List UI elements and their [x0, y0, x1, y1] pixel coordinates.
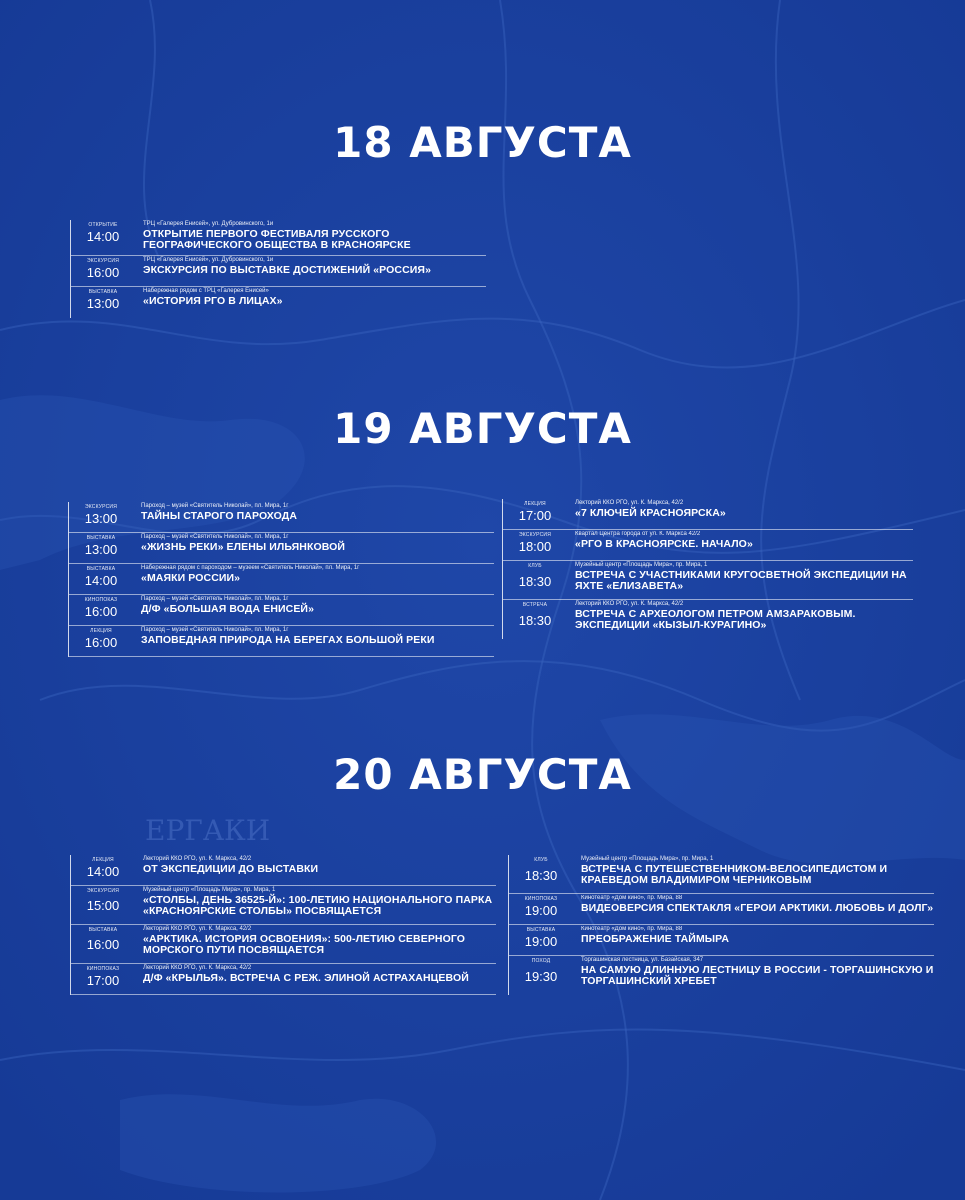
- event-type: ЛЕКЦИЯ: [92, 857, 114, 863]
- event-place: Набережная рядом с пароходом – музеем «Святитель Николай», пл. Мира, 1г: [141, 565, 360, 571]
- event-type: ВЫСТАВКА: [526, 927, 556, 933]
- event-title: Д/Ф «БОЛЬШАЯ ВОДА ЕНИСЕЙ»: [141, 603, 315, 615]
- event-item[interactable]: [71, 925, 496, 964]
- event-type: ПОХОД: [531, 958, 551, 964]
- event-item[interactable]: [509, 925, 934, 956]
- event-title: ВСТРЕЧА С ПУТЕШЕСТВЕННИКОМ-ВЕЛОСИПЕДИСТОМ И КРАЕВЕДОМ ВЛАДИМИРОМ ЧЕРНИКОВЫМ: [581, 863, 888, 886]
- event-title: ПРЕОБРАЖЕНИЕ ТАЙМЫРА: [581, 933, 730, 945]
- event-place: Пароход – музей «Святитель Николай», пл. Мира, 1г: [141, 534, 289, 540]
- event-type: ВЫСТАВКА: [86, 535, 116, 541]
- event-title: ВСТРЕЧА С АРХЕОЛОГОМ ПЕТРОМ АМЗАРАКОВЫМ. ЭКСПЕДИЦИИ «КЫЗЫЛ-КУРАГИНО»: [575, 608, 856, 631]
- event-title: «МАЯКИ РОССИИ»: [141, 572, 241, 584]
- event-title: ВИДЕОВЕРСИЯ СПЕКТАКЛЯ «ГЕРОИ АРКТИКИ. ЛЮБОВЬ И ДОЛГ»: [581, 902, 934, 914]
- event-time: 19:30: [524, 969, 558, 984]
- event-item[interactable]: [503, 561, 913, 600]
- event-time: 13:00: [84, 542, 118, 557]
- event-type: ЭКСКУРСИЯ: [84, 504, 118, 510]
- event-place: Набережная рядом с ТРЦ «Галерея Енисей»: [143, 288, 269, 294]
- event-place: Квартал Центра города от ул. К. Маркса 42/2: [575, 531, 701, 537]
- event-item[interactable]: [69, 502, 494, 533]
- event-item[interactable]: [69, 564, 494, 595]
- event-item[interactable]: [509, 855, 934, 894]
- event-place: Торгашинская лестница, ул. Базайская, 347: [581, 957, 704, 963]
- event-title: ОТКРЫТИЕ ПЕРВОГО ФЕСТИВАЛЯ РУССКОГО ГЕОГРАФИЧЕСКОГО ОБЩЕСТВА В КРАСНОЯРСКЕ: [143, 228, 411, 251]
- event-place: ТРЦ «Галерея Енисей», ул. Дубровинского, 1и: [143, 221, 274, 227]
- event-title: «СТОЛБЫ, ДЕНЬ 36525-Й»: 100-ЛЕТИЮ НАЦИОНАЛЬНОГО ПАРКА «КРАСНОЯРСКИЕ СТОЛБЫ» ПОСВЯЩАЕТСЯ: [143, 894, 493, 917]
- event-item[interactable]: [71, 220, 486, 256]
- event-time: 16:00: [86, 265, 120, 280]
- event-title: «ЖИЗНЬ РЕКИ» ЕЛЕНЫ ИЛЬЯНКОВОЙ: [141, 541, 346, 553]
- event-place: ТРЦ «Галерея Енисей», ул. Дубровинского, 1и: [143, 257, 274, 263]
- event-title: ОТ ЭКСПЕДИЦИИ ДО ВЫСТАВКИ: [143, 863, 319, 875]
- event-time: 13:00: [86, 296, 120, 311]
- event-item[interactable]: [503, 600, 913, 639]
- event-title: «РГО В КРАСНОЯРСКЕ. НАЧАЛО»: [575, 538, 753, 550]
- event-place: Лекторий ККО РГО, ул. К. Маркса, 42/2: [143, 965, 252, 971]
- event-title: ЗАПОВЕДНАЯ ПРИРОДА НА БЕРЕГАХ БОЛЬШОЙ РЕКИ: [141, 634, 435, 646]
- event-time: 19:00: [524, 934, 558, 949]
- event-place: Лекторий ККО РГО, ул. К. Маркса, 42/2: [575, 500, 684, 506]
- event-time: 18:30: [518, 613, 552, 628]
- event-type: ВСТРЕЧА: [522, 602, 548, 608]
- event-time: 16:00: [84, 635, 118, 650]
- event-place: Пароход – музей «Святитель Николай», пл. Мира, 1г: [141, 627, 289, 633]
- event-time: 19:00: [524, 903, 558, 918]
- event-item[interactable]: [69, 533, 494, 564]
- event-item[interactable]: [509, 956, 934, 995]
- event-time: 17:00: [86, 973, 120, 988]
- event-place: Музейный центр «Площадь Мира», пр. Мира, 1: [581, 856, 714, 862]
- events-column-right: [502, 499, 913, 639]
- event-title: «ИСТОРИЯ РГО В ЛИЦАХ»: [143, 295, 283, 307]
- event-place: Пароход – музей «Святитель Николай», пл. Мира, 1г: [141, 503, 289, 509]
- event-type: ЭКСКУРСИЯ: [518, 532, 552, 538]
- day-title: 19 АВГУСТА: [333, 404, 632, 453]
- event-type: ВЫСТАВКА: [88, 927, 118, 933]
- event-title: ВСТРЕЧА С УЧАСТНИКАМИ КРУГОСВЕТНОЙ ЭКСПЕДИЦИИ НА ЯХТЕ «ЕЛИЗАВЕТА»: [575, 569, 907, 592]
- event-type: КЛУБ: [534, 857, 548, 863]
- event-title: ЭКСКУРСИЯ ПО ВЫСТАВКЕ ДОСТИЖЕНИЙ «РОССИЯ»: [143, 264, 432, 276]
- event-type: КИНОПОКАЗ: [524, 896, 558, 902]
- event-title: ТАЙНЫ СТАРОГО ПАРОХОДА: [141, 510, 298, 522]
- event-item[interactable]: [71, 855, 496, 886]
- event-type: КИНОПОКАЗ: [84, 597, 118, 603]
- event-title: «7 КЛЮЧЕЙ КРАСНОЯРСКА»: [575, 507, 726, 519]
- event-item[interactable]: [71, 287, 486, 318]
- event-time: 18:00: [518, 539, 552, 554]
- event-place: Кинотеатр «Дом кино», пр. Мира, 88: [581, 926, 683, 932]
- event-place: Кинотеатр «Дом кино», пр. Мира, 88: [581, 895, 683, 901]
- event-place: Лекторий ККО РГО, ул. К. Маркса, 42/2: [575, 601, 684, 607]
- event-place: Музейный центр «Площадь Мира», пр. Мира, 1: [575, 562, 708, 568]
- event-type: ОТКРЫТИЕ: [88, 222, 118, 228]
- event-title: «АРКТИКА. ИСТОРИЯ ОСВОЕНИЯ»: 500-ЛЕТИЮ СЕВЕРНОГО МОРСКОГО ПУТИ ПОСВЯЩАЕТСЯ: [143, 933, 466, 956]
- event-type: ЛЕКЦИЯ: [524, 501, 546, 507]
- map-label-ergaki: ЕРГАКИ: [145, 814, 271, 847]
- event-type: ВЫСТАВКА: [86, 566, 116, 572]
- event-time: 18:30: [524, 868, 558, 883]
- event-title: НА САМУЮ ДЛИННУЮ ЛЕСТНИЦУ В РОССИИ - ТОРГАШИНСКУЮ И ТОРГАШИНСКИЙ ХРЕБЕТ: [581, 964, 934, 987]
- day-title: 18 АВГУСТА: [333, 118, 632, 167]
- event-time: 14:00: [86, 864, 120, 879]
- event-time: 13:00: [84, 511, 118, 526]
- event-item[interactable]: [503, 499, 913, 530]
- event-type: ЭКСКУРСИЯ: [86, 258, 120, 264]
- event-item[interactable]: [503, 530, 913, 561]
- events-column-right: [508, 855, 934, 995]
- event-item[interactable]: [71, 886, 496, 925]
- event-item[interactable]: [69, 595, 494, 626]
- day-title: 20 АВГУСТА: [333, 750, 632, 799]
- event-time: 18:30: [518, 574, 552, 589]
- event-time: 16:00: [86, 937, 120, 952]
- event-time: 14:00: [84, 573, 118, 588]
- event-item[interactable]: [509, 894, 934, 925]
- event-time: 16:00: [84, 604, 118, 619]
- event-item[interactable]: [71, 256, 486, 287]
- event-type: ЭКСКУРСИЯ: [86, 888, 120, 894]
- event-type: ЛЕКЦИЯ: [90, 628, 112, 634]
- event-place: Музейный центр «Площадь Мира», пр. Мира, 1: [143, 887, 276, 893]
- event-type: ВЫСТАВКА: [88, 289, 118, 295]
- event-time: 15:00: [86, 898, 120, 913]
- events-column-left: [68, 502, 494, 657]
- event-time: 17:00: [518, 508, 552, 523]
- event-item[interactable]: [71, 964, 496, 995]
- event-title: Д/Ф «КРЫЛЬЯ». ВСТРЕЧА С РЕЖ. ЭЛИНОЙ АСТРАХАНЦЕВОЙ: [143, 972, 469, 984]
- events-column-left: [70, 855, 496, 995]
- event-place: Пароход – музей «Святитель Николай», пл. Мира, 1г: [141, 596, 289, 602]
- event-place: Лекторий ККО РГО, ул. К. Маркса, 42/2: [143, 856, 252, 862]
- event-type: КЛУБ: [528, 563, 542, 569]
- event-type: КИНОПОКАЗ: [86, 966, 120, 972]
- event-time: 14:00: [86, 229, 120, 244]
- event-place: Лекторий ККО РГО, ул. К. Маркса, 42/2: [143, 926, 252, 932]
- events-column: [70, 220, 486, 318]
- event-item[interactable]: [69, 626, 494, 657]
